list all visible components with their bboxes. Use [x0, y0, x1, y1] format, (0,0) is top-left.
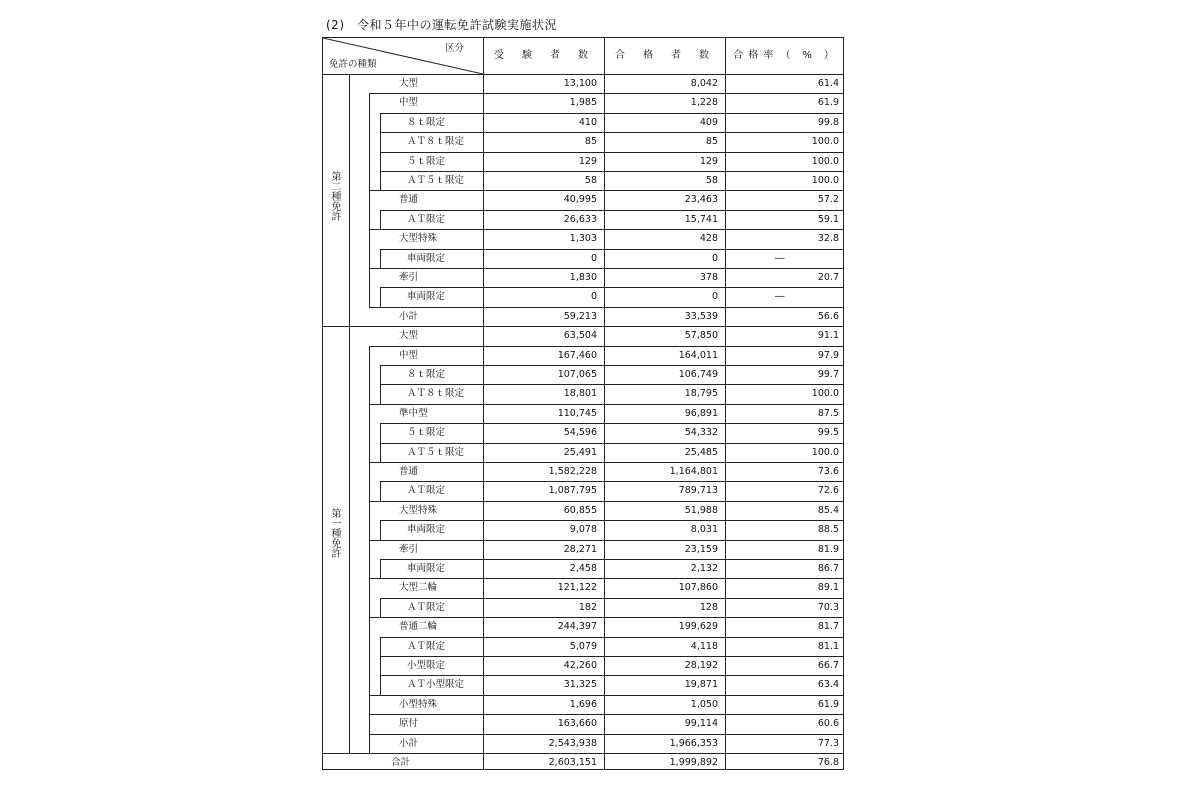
passed-value: 428 — [699, 233, 718, 245]
passed-value: 199,629 — [678, 621, 718, 633]
row-divider — [380, 171, 843, 172]
row-label: ８ｔ限定 — [407, 116, 446, 128]
passed-value: 106,749 — [678, 369, 718, 380]
row-label: 牽引 — [399, 543, 419, 555]
row-divider — [369, 714, 843, 715]
passed-value: 18,795 — [684, 388, 718, 400]
row-divider — [369, 307, 843, 308]
examinees-value: 5,079 — [569, 640, 597, 652]
row-divider — [369, 734, 843, 735]
total-pass-rate-value: 76.8 — [817, 757, 839, 768]
row-divider — [369, 617, 843, 618]
row-divider — [369, 346, 843, 347]
examinees-value: 1,087,795 — [548, 485, 597, 497]
row-label: 車両限定 — [407, 524, 446, 536]
row-label: 大型特殊 — [399, 504, 438, 516]
passed-value: 789,713 — [678, 485, 718, 497]
row-divider — [369, 462, 843, 463]
passed-value: 1,966,353 — [669, 737, 718, 749]
examinees-value: 2,543,938 — [548, 737, 597, 749]
examinees-value: 58 — [584, 175, 597, 186]
row-label: ＡＴ限定 — [407, 213, 446, 225]
pass-rate-value: 99.5 — [817, 427, 839, 439]
row-label: 普通 — [399, 466, 419, 477]
row-divider — [380, 598, 843, 599]
pass-rate-value: 86.7 — [817, 563, 839, 574]
row-label: ＡＴ限定 — [407, 601, 446, 613]
row-label: ＡＴ限定 — [407, 485, 446, 497]
pass-rate-value: 57.2 — [817, 194, 839, 206]
total-label: 合計 — [391, 757, 411, 768]
row-label: ５ｔ限定 — [407, 427, 446, 439]
examinees-value: 1,696 — [569, 698, 597, 710]
pass-rate-value: 20.7 — [817, 272, 839, 283]
row-divider — [380, 481, 843, 482]
passed-value: 164,011 — [678, 349, 718, 361]
indent-divider — [369, 346, 370, 753]
passed-value: 1,164,801 — [669, 466, 718, 477]
row-label: ＡＴ８ｔ限定 — [407, 136, 465, 148]
header-corner-category: 区分 — [445, 43, 465, 54]
row-label: 小型特殊 — [399, 698, 438, 710]
examinees-value: 25,491 — [563, 446, 597, 458]
passed-value: 128 — [699, 601, 718, 613]
row-divider — [369, 695, 843, 696]
pass-rate-value: 59.1 — [817, 213, 839, 225]
row-divider — [380, 559, 843, 560]
pass-rate-value: 61.9 — [817, 97, 839, 109]
pass-rate-value: 100.0 — [811, 136, 839, 148]
examinees-value: 85 — [584, 136, 597, 148]
examinees-value: 182 — [578, 601, 597, 613]
examinees-value: 1,830 — [569, 272, 597, 283]
row-divider — [380, 113, 843, 114]
passed-value: 0 — [711, 252, 718, 264]
row-label: ＡＴ５ｔ限定 — [407, 446, 465, 458]
passed-value: 99,114 — [684, 718, 718, 730]
passed-value: 15,741 — [684, 213, 718, 225]
indent-divider — [380, 249, 381, 268]
passed-value: 85 — [705, 136, 718, 148]
row-label: 準中型 — [399, 407, 428, 419]
row-divider — [369, 578, 843, 579]
row-divider — [380, 384, 843, 385]
examinees-value: 107,065 — [557, 369, 597, 380]
row-divider — [380, 249, 843, 250]
row-label: 小型限定 — [407, 660, 446, 671]
passed-value: 409 — [699, 116, 718, 128]
passed-value: 23,159 — [684, 543, 718, 555]
pass-rate-value: 89.1 — [817, 582, 839, 594]
passed-value: 96,891 — [684, 407, 718, 419]
row-divider — [369, 540, 843, 541]
row-label: 小計 — [399, 737, 419, 749]
row-label: 大型二輪 — [399, 582, 438, 594]
examinees-value: 1,303 — [569, 233, 597, 245]
passed-value: 51,988 — [684, 504, 718, 516]
row-label: ５ｔ限定 — [407, 155, 446, 167]
row-divider — [369, 93, 843, 94]
indent-divider — [380, 210, 381, 229]
row-divider — [380, 132, 843, 133]
indent-divider — [380, 287, 381, 306]
group-label-second-class: 第二種免許 — [329, 171, 340, 221]
examinees-value: 0 — [590, 291, 597, 303]
examinees-value: 54,596 — [563, 427, 597, 439]
row-label: ＡＴ５ｔ限定 — [407, 175, 465, 186]
row-divider — [349, 74, 843, 75]
row-divider — [380, 423, 843, 424]
passed-value: 8,031 — [690, 524, 718, 536]
passed-value: 378 — [699, 272, 718, 283]
pass-rate-value: 73.6 — [817, 466, 839, 477]
row-label: 小計 — [399, 310, 419, 322]
passed-value: 28,192 — [684, 660, 718, 671]
row-divider — [380, 656, 843, 657]
license-exam-table — [322, 37, 844, 770]
passed-value: 1,050 — [690, 698, 718, 710]
passed-value: 129 — [699, 155, 718, 167]
row-divider — [369, 190, 843, 191]
row-divider — [380, 365, 843, 366]
pass-rate-value: 100.0 — [811, 155, 839, 167]
group-column-divider — [349, 74, 350, 753]
passed-value: 0 — [711, 291, 718, 303]
table-title: (2) 令和５年中の運転免許試験実施状況 — [326, 18, 557, 32]
pass-rate-value: 100.0 — [811, 175, 839, 186]
row-divider — [380, 287, 843, 288]
total-passed-value: 1,999,892 — [669, 757, 718, 768]
pass-rate-value: 85.4 — [817, 504, 839, 516]
row-divider — [369, 501, 843, 502]
examinees-value: 26,633 — [563, 213, 597, 225]
examinees-value: 244,397 — [557, 621, 597, 633]
passed-value: 33,539 — [684, 310, 718, 322]
row-label: 車両限定 — [407, 252, 446, 264]
examinees-value: 163,660 — [557, 718, 597, 730]
pass-rate-value: 77.3 — [817, 737, 839, 749]
passed-value: 23,463 — [684, 194, 718, 206]
pass-rate-value: 72.6 — [817, 485, 839, 497]
passed-value: 57,850 — [684, 330, 718, 342]
examinees-value: 129 — [578, 155, 597, 167]
pass-rate-value: 91.1 — [817, 330, 839, 342]
row-divider — [380, 210, 843, 211]
examinees-value: 31,325 — [563, 679, 597, 691]
row-label: 牽引 — [399, 272, 419, 283]
indent-divider — [380, 520, 381, 539]
row-divider — [380, 675, 843, 676]
pass-rate-value: 70.3 — [817, 601, 839, 613]
row-label: 大型 — [399, 330, 419, 342]
group-label-first-class: 第一種免許 — [329, 508, 340, 558]
passed-value: 58 — [705, 175, 718, 186]
examinees-value: 60,855 — [563, 504, 597, 516]
examinees-value: 13,100 — [563, 78, 597, 89]
pass-rate-value: 32.8 — [817, 233, 839, 245]
row-label: 普通 — [399, 194, 419, 206]
indent-divider — [380, 637, 381, 695]
row-label: 中型 — [399, 97, 419, 109]
passed-value: 8,042 — [690, 78, 718, 89]
pass-rate-value: 81.1 — [817, 640, 839, 652]
row-divider — [380, 637, 843, 638]
row-label: 原付 — [399, 718, 419, 730]
examinees-value: 42,260 — [563, 660, 597, 671]
pass-rate-value: 61.9 — [817, 698, 839, 710]
examinees-value: 167,460 — [557, 349, 597, 361]
examinees-value: 28,271 — [563, 543, 597, 555]
total-examinees-value: 2,603,151 — [548, 757, 597, 768]
examinees-value: 63,504 — [563, 330, 597, 342]
examinees-value: 0 — [590, 252, 597, 264]
pass-rate-value: 81.7 — [817, 621, 839, 633]
indent-divider — [369, 93, 370, 306]
pass-rate-value: 56.6 — [817, 310, 839, 322]
pass-rate-value: 88.5 — [817, 524, 839, 536]
passed-value: 4,118 — [690, 640, 718, 652]
pass-rate-value: ― — [775, 252, 785, 264]
indent-divider — [380, 559, 381, 578]
pass-rate-value: 97.9 — [817, 349, 839, 361]
header-examinees: 受 験 者 数 — [494, 50, 592, 61]
examinees-value: 110,745 — [557, 407, 597, 419]
examinees-value: 410 — [578, 116, 597, 128]
row-divider — [349, 326, 843, 327]
passed-value: 19,871 — [684, 679, 718, 691]
header-pass-rate: 合 格 率 （ % ） — [733, 50, 835, 61]
pass-rate-value: 87.5 — [817, 407, 839, 419]
row-label: 大型 — [399, 78, 419, 89]
passed-value: 107,860 — [678, 582, 718, 594]
pass-rate-value: 61.4 — [817, 78, 839, 89]
indent-divider — [380, 598, 381, 617]
examinees-value: 18,801 — [563, 388, 597, 400]
row-label: ＡＴ小型限定 — [407, 679, 465, 691]
examinees-value: 1,582,228 — [548, 466, 597, 477]
pass-rate-value: 99.7 — [817, 369, 839, 380]
examinees-value: 40,995 — [563, 194, 597, 206]
row-label: 車両限定 — [407, 291, 446, 303]
row-divider — [380, 443, 843, 444]
total-divider — [323, 753, 843, 754]
pass-rate-value: 100.0 — [811, 388, 839, 400]
row-divider — [380, 152, 843, 153]
passed-value: 54,332 — [684, 427, 718, 439]
examinees-value: 59,213 — [563, 310, 597, 322]
row-label: 大型特殊 — [399, 233, 438, 245]
row-label: ８ｔ限定 — [407, 369, 446, 380]
indent-divider — [380, 481, 381, 500]
row-label: ＡＴ限定 — [407, 640, 446, 652]
passed-value: 25,485 — [684, 446, 718, 458]
pass-rate-value: 66.7 — [817, 660, 839, 671]
pass-rate-value: ― — [775, 291, 785, 303]
row-divider — [369, 268, 843, 269]
examinees-value: 1,985 — [569, 97, 597, 109]
row-label: ＡＴ８ｔ限定 — [407, 388, 465, 400]
pass-rate-value: 60.6 — [817, 718, 839, 730]
row-label: 普通二輪 — [399, 621, 438, 633]
pass-rate-value: 81.9 — [817, 543, 839, 555]
header-passed: 合 格 者 数 — [615, 50, 713, 61]
pass-rate-value: 63.4 — [817, 679, 839, 691]
pass-rate-value: 100.0 — [811, 446, 839, 458]
header-corner-license-type: 免許の種類 — [329, 59, 377, 70]
row-divider — [380, 520, 843, 521]
row-label: 車両限定 — [407, 563, 446, 574]
row-divider — [369, 229, 843, 230]
row-label: 中型 — [399, 349, 419, 361]
pass-rate-value: 99.8 — [817, 116, 839, 128]
passed-value: 2,132 — [690, 563, 718, 574]
examinees-value: 9,078 — [569, 524, 597, 536]
passed-value: 1,228 — [690, 97, 718, 109]
row-divider — [369, 404, 843, 405]
examinees-value: 121,122 — [557, 582, 597, 594]
examinees-value: 2,458 — [569, 563, 597, 574]
